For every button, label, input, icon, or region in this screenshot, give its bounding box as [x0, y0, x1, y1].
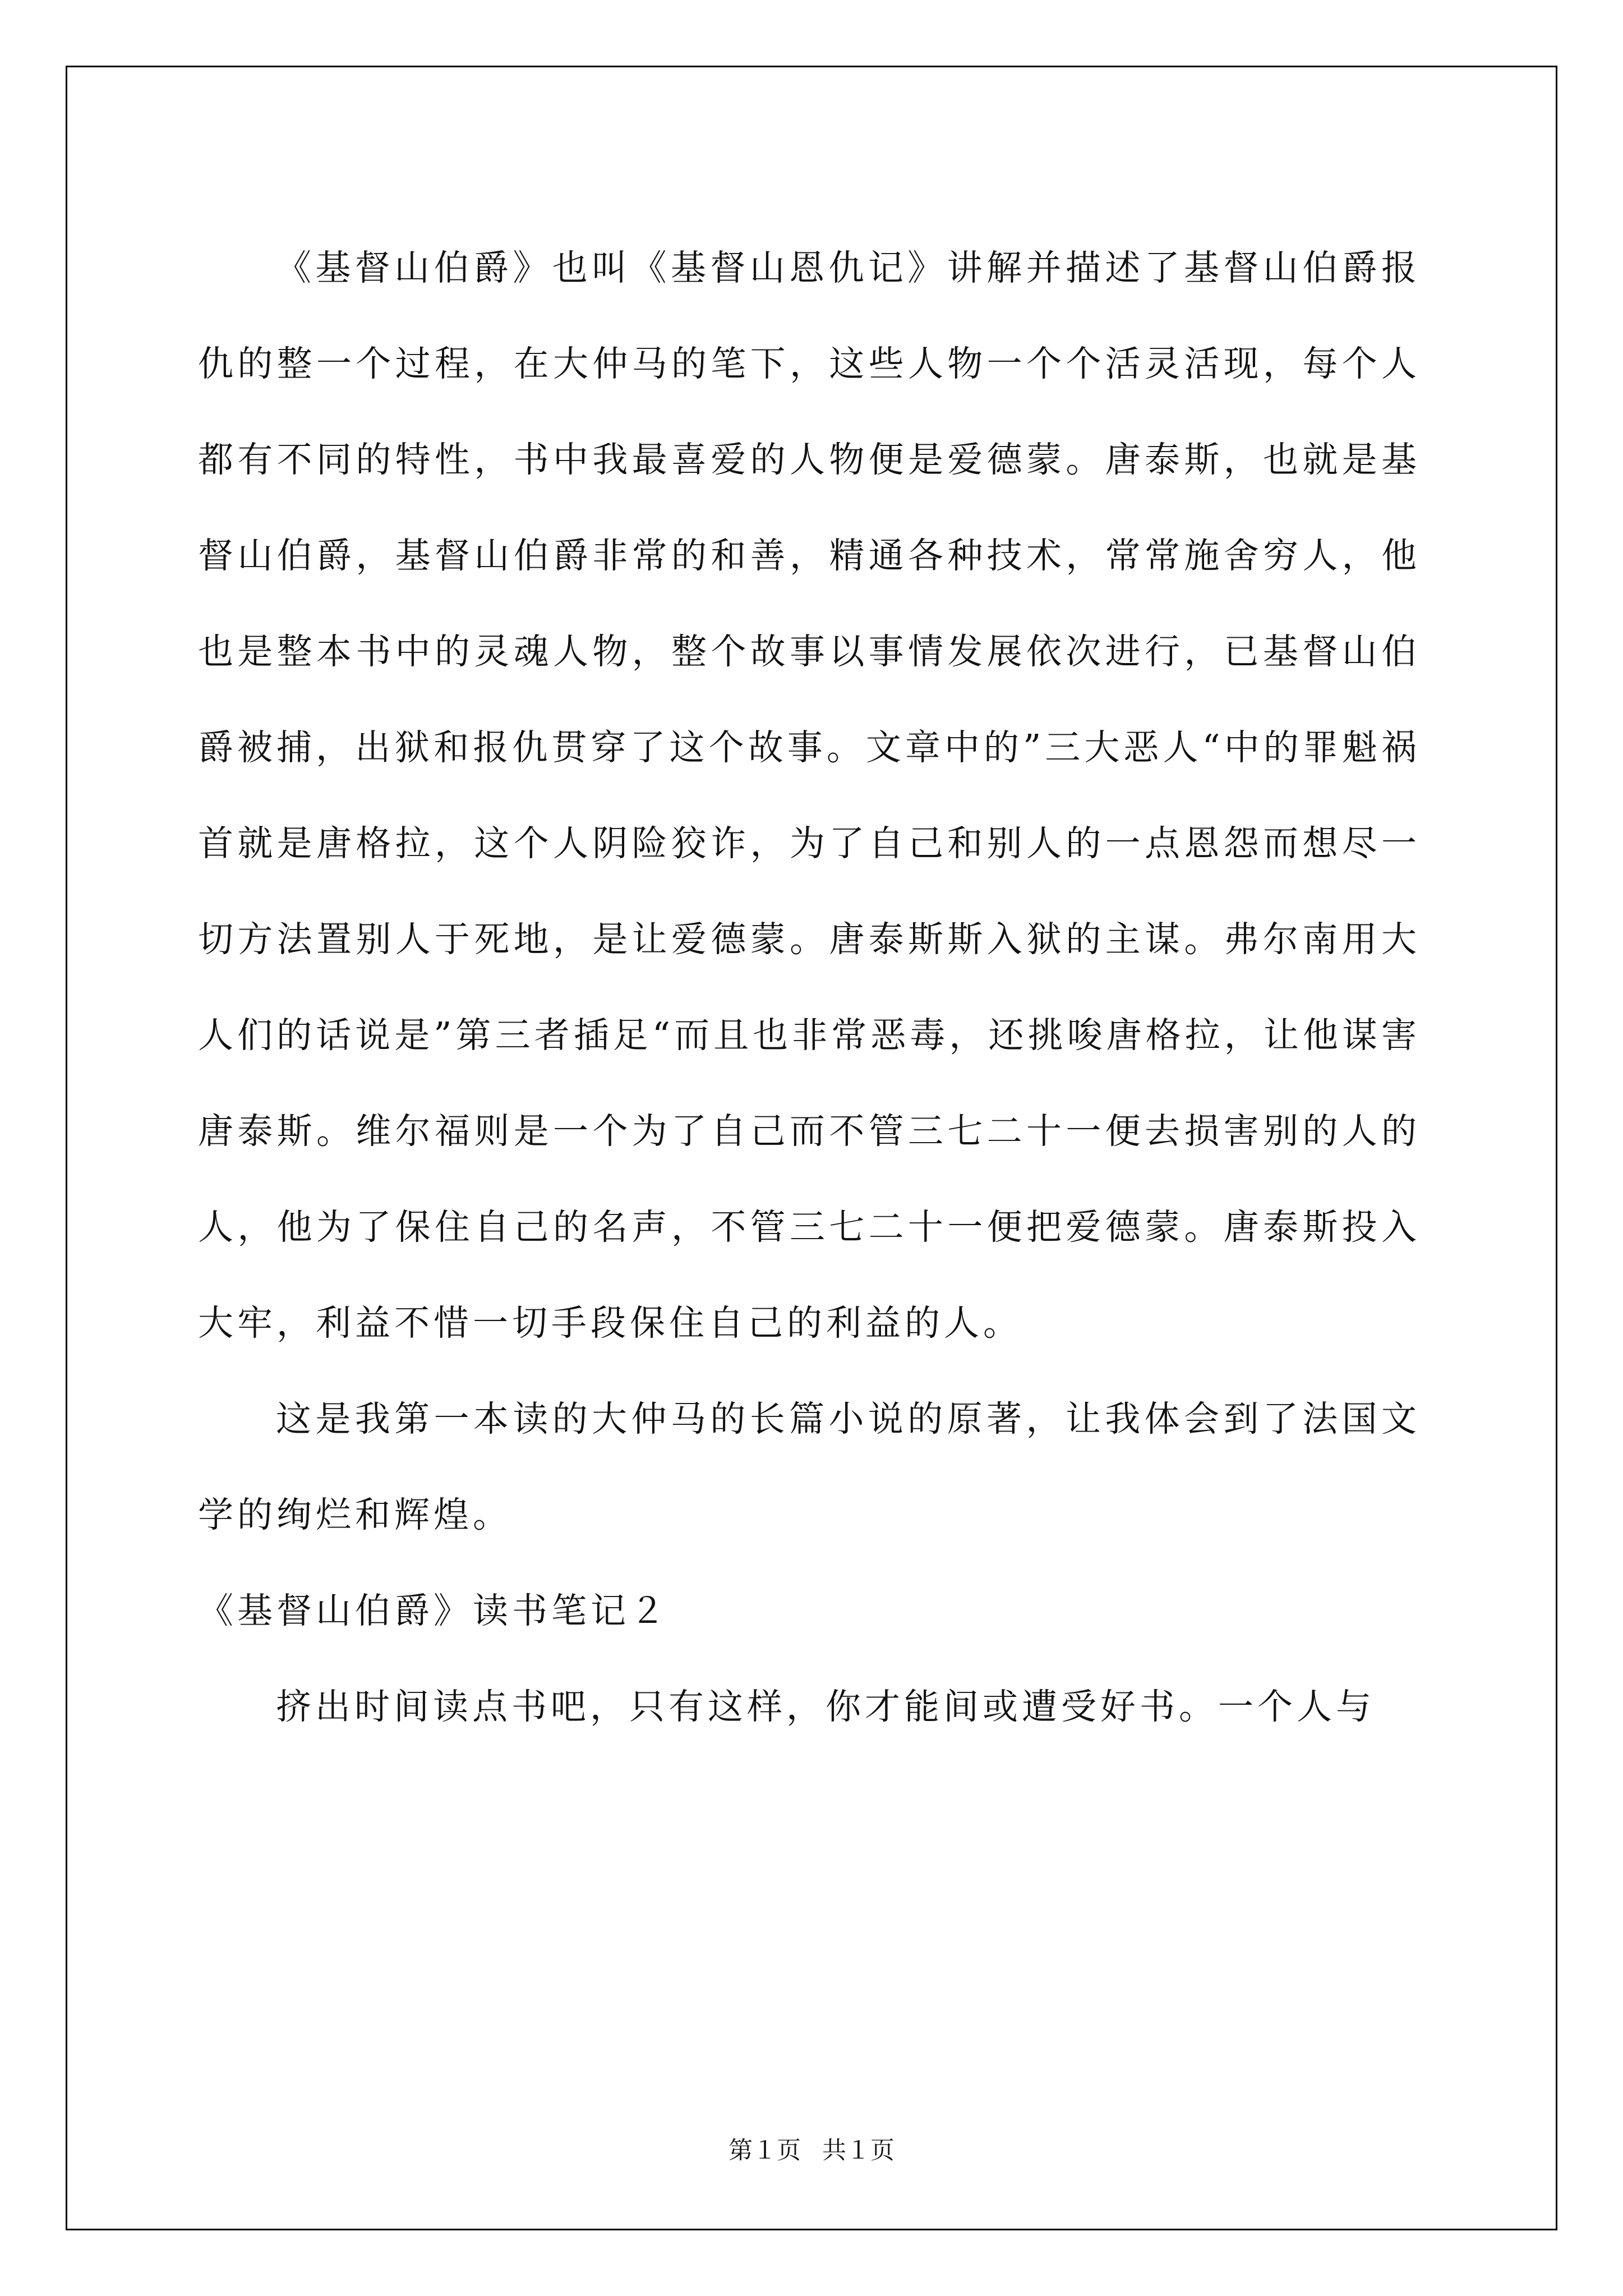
body-paragraph-1: 《基督山伯爵》也叫《基督山恩仇记》讲解并描述了基督山伯爵报仇的整一个过程，在大仲马的笔下，这些人物一个个活灵活现，每个人都有不同的特性，书中我最喜爱的人物便是爱德蒙。唐泰斯，也就是基督山伯爵，基督山伯爵非常的和善，精通各种技术，常常施舍穷人，他也是整本书中的灵魂人物，整个故事以事情发展依次进行，已基督山伯爵被捕，出狱和报仇贯穿了这个故事。文章中的”三大恶人“中的罪魁祸首就是唐格拉，这个人阴险狡诈，为了自己和别人的一点恩怨而想尽一切方法置别人于死地，是让爱德蒙。唐泰斯斯入狱的主谋。弗尔南用大人们的话说是”第三者插足“而且也非常恶毒，还挑唆唐格拉，让他谋害唐泰斯。维尔福则是一个为了自己而不管三七二十一便去损害别的人的人，他为了保住自己的名声，不管三七二十一便把爱德蒙。唐泰斯投入大牢，利益不惜一切手段保住自己的利益的人。 [198, 247, 1421, 1343]
document-body [198, 220, 1421, 1755]
page-footer [0, 2132, 1623, 2166]
body-paragraph-3: 挤出时间读点书吧，只有这样，你才能间或遭受好书。一个人与 [276, 1686, 1375, 1727]
body-paragraph-2: 这是我第一本读的大仲马的长篇小说的原著，让我体会到了法国文学的绚烂和辉煌。 [198, 1398, 1421, 1535]
section-heading: 《基督山伯爵》读书笔记２ [198, 1590, 669, 1631]
page-number: 第１页 [728, 2137, 801, 2165]
total-pages: 共１页 [822, 2137, 895, 2165]
